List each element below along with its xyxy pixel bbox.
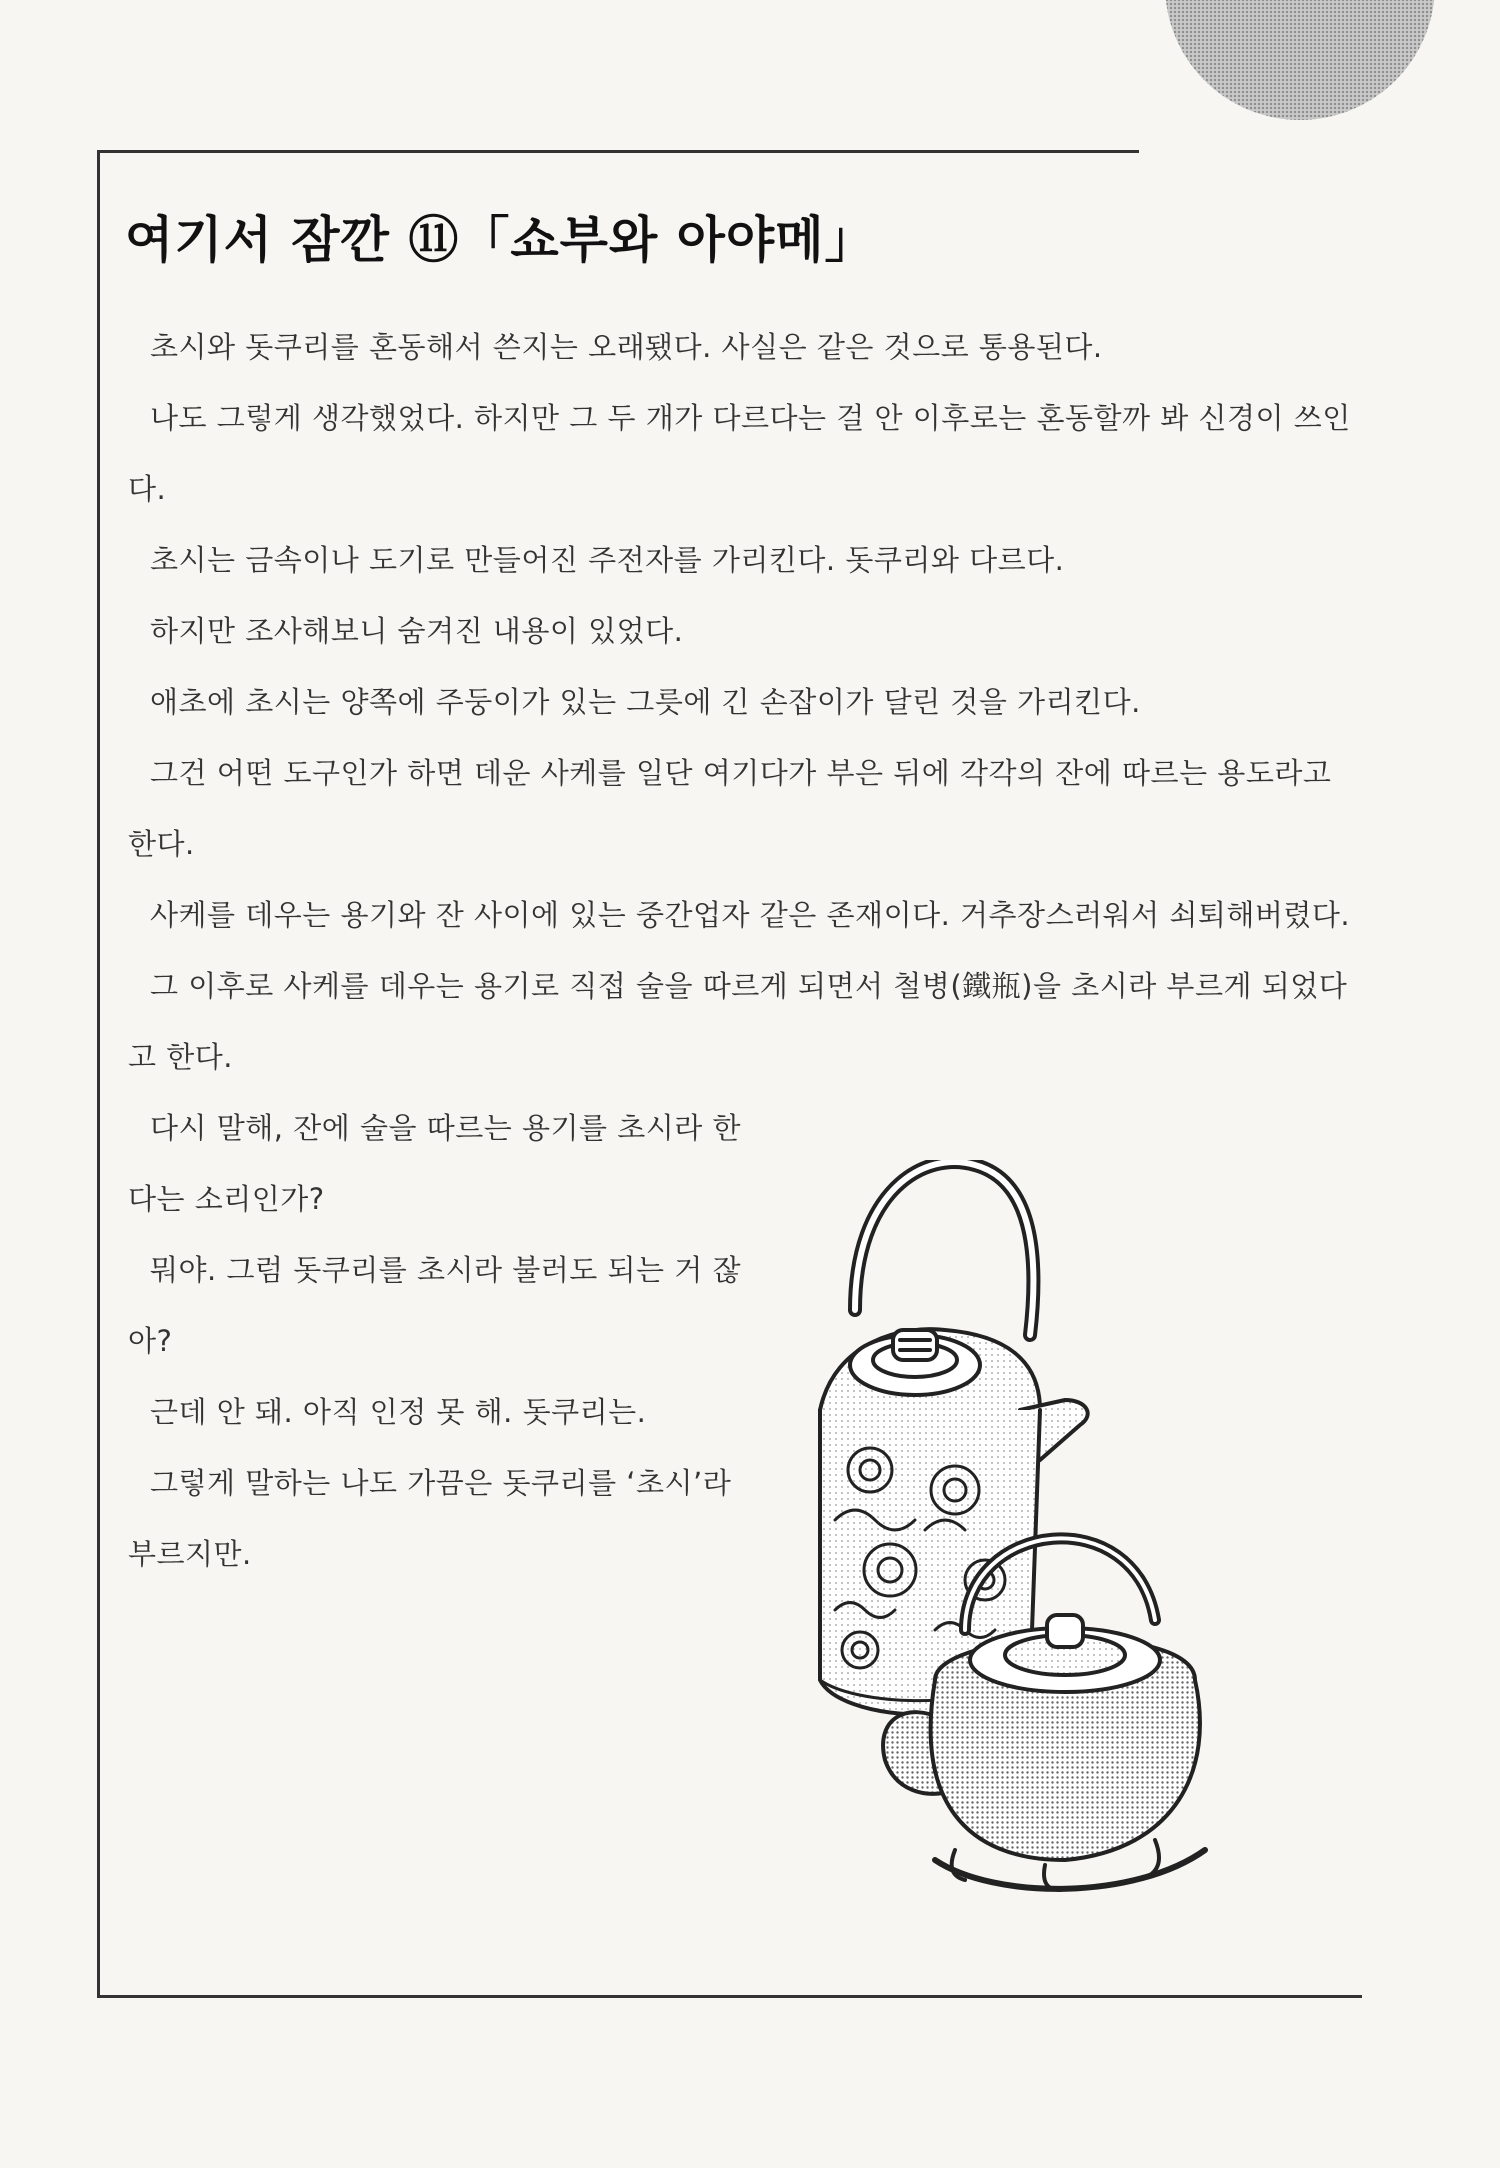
frame-top-rule — [97, 150, 1139, 153]
paragraph: 애초에 초시는 양쪽에 주둥이가 있는 그릇에 긴 손잡이가 달린 것을 가리킨다. — [150, 685, 1141, 719]
paragraph: 초시와 돗쿠리를 혼동해서 쓴지는 오래됐다. 사실은 같은 것으로 통용된다. — [150, 330, 1103, 364]
page-title: 여기서 잠깐 ⑪「쇼부와 아야메」 — [125, 211, 876, 269]
paragraph: 다시 말해, 잔에 술을 따르는 용기를 초시라 한다는 소리인가? — [128, 1111, 741, 1216]
sake-vessels-illustration — [815, 1160, 1235, 1900]
paragraph: 그건 어떤 도구인가 하면 데운 사케를 일단 여기다가 부은 뒤에 각각의 잔에 따르는 용도라고 한다. — [128, 756, 1332, 861]
paragraph: 나도 그렇게 생각했었다. 하지만 그 두 개가 다르다는 걸 안 이후로는 혼동할까 봐 신경이 쓰인다. — [128, 401, 1351, 506]
frame-bottom-rule — [97, 1995, 1362, 1998]
paragraph: 초시는 금속이나 도기로 만들어진 주전자를 가리킨다. 돗쿠리와 다르다. — [150, 543, 1065, 577]
paragraph: 그렇게 말하는 나도 가끔은 돗쿠리를 ‘초시’라 부르지만. — [128, 1466, 732, 1571]
paragraph: 뭐야. 그럼 돗쿠리를 초시라 불러도 되는 거 잖아? — [128, 1253, 741, 1358]
corner-decoration-circle — [1165, 0, 1435, 120]
frame-left-rule — [97, 150, 100, 1998]
paragraph: 하지만 조사해보니 숨겨진 내용이 있었다. — [150, 614, 684, 648]
paragraph: 사케를 데우는 용기와 잔 사이에 있는 중간업자 같은 존재이다. 거추장스러워서 쇠퇴해버렸다. — [150, 898, 1351, 932]
paragraph: 근데 안 돼. 아직 인정 못 해. 돗쿠리는. — [150, 1395, 647, 1429]
paragraph: 그 이후로 사케를 데우는 용기로 직접 술을 따르게 되면서 철병(鐵瓶)을 초시라 부르게 되었다고 한다. — [128, 969, 1348, 1074]
